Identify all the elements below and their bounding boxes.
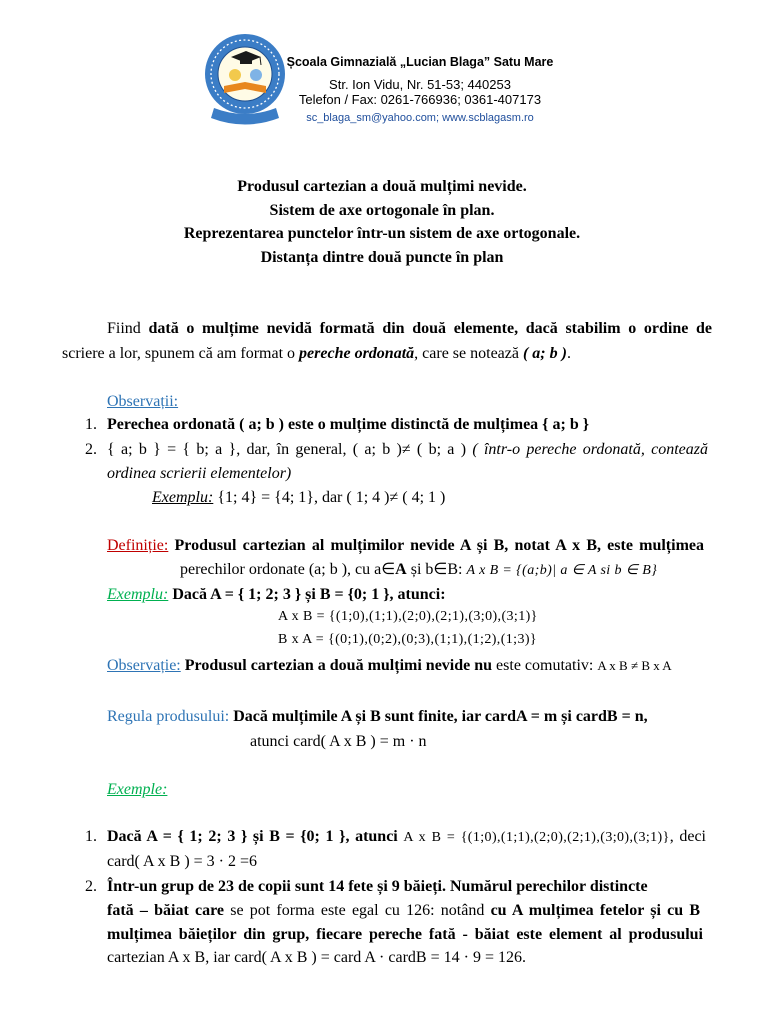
exemple-item-2-line2-c: cu A mulțimea fetelor și cu B [490, 902, 700, 919]
ordered-pair-term: pereche ordonată [299, 345, 415, 362]
ordered-pair-notation: ( a; b ) [522, 345, 567, 362]
example-label: Exemplu: [152, 489, 214, 506]
title-line-2: Sistem de axe ortogonale în plan. [269, 202, 495, 219]
exemple-item-1-cont: card( A x B ) = 3 · 2 =6 [107, 853, 258, 870]
regula-line-2: atunci card( A x B ) = m · n [250, 733, 427, 750]
intro-line2-end: . [566, 345, 571, 362]
pupil-figure-icon [229, 69, 241, 81]
definitie-label: Definiție: [107, 537, 169, 554]
exemplu-text: Dacă A = { 1; 2; 3 } și B = {0; 1 }, atunci: [168, 586, 446, 603]
exemple-item-1-bold: Dacă A = { 1; 2; 3 } și B = {0; 1 }, atunci [107, 828, 404, 845]
observatie-item-2-note: ( într-o pereche ordonată, contează [472, 441, 708, 458]
intro-line-2 [62, 344, 571, 364]
globe-icon [250, 69, 262, 81]
definitie-line-2 [180, 560, 657, 581]
exemple-item-2-line-2 [107, 901, 700, 921]
definitie-line2-start: perechilor ordonate (a; b ), cu a∈ [180, 561, 396, 578]
definitie-line-1 [107, 536, 704, 556]
exemple-item-1 [107, 827, 706, 847]
exemple-item-1-formula: A x B = {(1;0),(1;1),(2;0),(2;1),(3;0),(3;1)} [403, 830, 670, 845]
title-line-4: Distanța dintre două puncte în plan [260, 249, 504, 266]
bxa-set: B x A = {(0;1),(0;2),(0;3),(1;1),(1;2),(1;3)} [278, 632, 538, 647]
title-line-1: Produsul cartezian a două mulțimi nevide. [237, 178, 527, 195]
school-phone: Telefon / Fax: 0261-766936; 0361-407173 [298, 92, 542, 107]
exemple-item-2-line-3: mulțimea băieților din grup, fiecare pereche fată - băiat este element al produsului [107, 926, 703, 943]
school-contact: sc_blaga_sm@yahoo.com; www.scblagasm.ro [306, 112, 534, 124]
exemple-item-2-line-1: Într-un grup de 23 de copii sunt 14 fete și 9 băieți. Numărul perechilor distincte [107, 878, 648, 895]
exemplu-line [107, 585, 446, 605]
non-commutative-formula: A x B ≠ B x A [597, 658, 672, 673]
exemple-item-2-line2-a: fată – băiat care [107, 902, 224, 919]
definitie-line2-bold: A [395, 561, 407, 578]
exemplu-label: Exemplu: [107, 586, 169, 603]
list-number: 2. [85, 878, 97, 895]
intro-line2-start: scriere a lor, spunem că am format o [62, 345, 300, 362]
school-address: Str. Ion Vidu, Nr. 51-53; 440253 [329, 77, 511, 92]
regula-label: Regula produsului: [107, 708, 230, 725]
definitie-line2-end: și b∈B: [406, 561, 467, 578]
exemple-item-1-tail: , deci [669, 828, 706, 845]
observatii-heading: Observații: [107, 393, 179, 410]
intro-lead: Fiind [107, 320, 149, 337]
title-line-3: Reprezentarea punctelor într-un sistem de axe ortogonale. [183, 225, 581, 242]
regula-line-1 [107, 707, 648, 727]
intro-line-1 [107, 319, 712, 339]
observatie-item-1: Perechea ordonată ( a; b ) este o mulțime distinctă de mulțimea { a; b } [107, 416, 590, 433]
observatie-item-2-note-cont: ordinea scrierii elementelor) [107, 465, 292, 482]
observatie-label: Observație: [107, 657, 181, 674]
exemple-item-2-line-4: cartezian A x B, iar card( A x B ) = card A · cardB = 14 · 9 = 126. [107, 949, 526, 966]
observatie-bold-text: Produsul cartezian a două mulțimi nevide nu [180, 657, 493, 674]
regula-text: Dacă mulțimile A și B sunt finite, iar cardA = m și cardB = n, [229, 708, 648, 725]
observatie-item-2-text: { a; b } = { b; a }, dar, în general, ( a; b )≠ ( b; a ) [107, 441, 473, 458]
list-number: 1. [85, 416, 97, 433]
intro-bold-text: dată o mulțime nevidă formată din două elemente, dacă stabilim o ordine de [148, 320, 712, 337]
list-number: 2. [85, 441, 97, 458]
observatie-line [107, 656, 672, 676]
example-text: {1; 4} = {4; 1}, dar ( 1; 4 )≠ ( 4; 1 ) [213, 489, 446, 506]
observatie-item-2 [107, 440, 708, 460]
definitie-text: Produsul cartezian al mulțimilor nevide A și B, notat A x B, este mulțimea [168, 537, 704, 554]
axb-set: A x B = {(1;0),(1;1),(2;0),(2;1),(3;0),(3;1)} [278, 609, 538, 624]
cartesian-product-formula: A x B = {(a;b)| a ∈ A si b ∈ B} [466, 563, 658, 578]
observatii-example [152, 488, 445, 508]
list-number: 1. [85, 828, 97, 845]
observatie-text: este comutativ: [492, 657, 598, 674]
exemple-heading: Exemple: [107, 781, 168, 798]
intro-line2-mid: , care se notează [414, 345, 523, 362]
school-name: Școala Gimnazială „Lucian Blaga” Satu Mare [286, 55, 554, 69]
exemple-item-2-line2-b: se pot forma este egal cu 126: notând [224, 902, 491, 919]
